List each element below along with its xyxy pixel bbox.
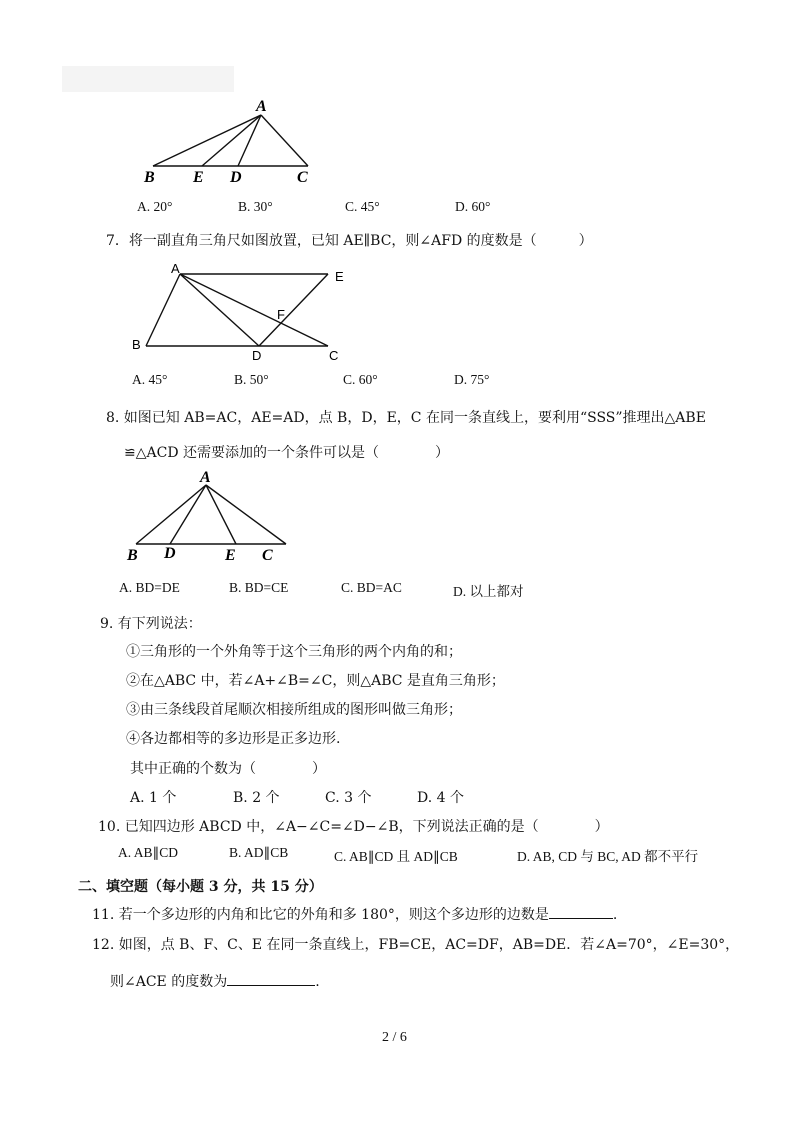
- q9-option-a: A. 1 个: [130, 790, 177, 806]
- q8-label-c: C: [262, 547, 273, 562]
- q12-answer-blank[interactable]: [227, 971, 315, 986]
- q6-label-b: B: [144, 169, 155, 186]
- q8-label-d: D: [164, 545, 176, 562]
- q11-line: [92, 904, 617, 924]
- q7-label-b: B: [132, 337, 141, 352]
- q9-item-2: ②在△ABC 中，若∠A+∠B=∠C，则△ABC 是直角三角形；: [126, 673, 505, 689]
- q7-label-e: E: [335, 269, 344, 284]
- q9-option-c: C. 3 个: [325, 790, 372, 806]
- q10-option-c: C. AB∥CD 且 AD∥CB: [334, 849, 458, 864]
- q10-option-d: D. AB, CD 与 BC, AD 都不平行: [517, 849, 699, 864]
- q8-option-d: D. 以上都对: [453, 584, 524, 599]
- q9-item-3: ③由三条线段首尾顺次相接所组成的图形叫做三角形；: [126, 702, 462, 718]
- q7-option-b: B. 50°: [234, 372, 269, 387]
- q11-end: .: [612, 907, 618, 923]
- q7-option-a: A. 45°: [132, 372, 168, 387]
- q6-label-e: E: [193, 169, 204, 186]
- q9-stem: 9. 有下列说法：: [100, 616, 202, 632]
- q7-stem: 7．将一副直角三角尺如图放置，已知 AE∥BC，则∠AFD 的度数是（ ）: [106, 233, 593, 249]
- q9-question: 其中正确的个数为（ ）: [130, 761, 326, 777]
- page-number: 2 / 6: [382, 1030, 407, 1045]
- q11-stem: 11. 若一个多边形的内角和比它的外角和多 180°，则这个多边形的边数是: [92, 907, 549, 923]
- q10-option-a: A. AB∥CD: [118, 845, 179, 860]
- q9-option-b: B. 2 个: [233, 790, 280, 806]
- q9-option-d: D. 4 个: [417, 790, 464, 806]
- q7-label-c: C: [329, 348, 339, 363]
- q7-label-f: F: [277, 307, 285, 322]
- q7-label-d: D: [252, 348, 262, 363]
- q8-stem-line2: ≌△ACD 还需要添加的一个条件可以是（ ）: [124, 445, 449, 461]
- q6-label-d: D: [230, 169, 242, 186]
- q8-label-e: E: [225, 547, 236, 562]
- q7-option-d: D. 75°: [454, 372, 490, 387]
- q9-item-1: ①三角形的一个外角等于这个三角形的两个内角的和；: [126, 644, 462, 660]
- q8-label-b: B: [127, 547, 138, 562]
- q10-stem: 10. 已知四边形 ABCD 中，∠A−∠C=∠D−∠B，下列说法正确的是（ ）: [98, 819, 609, 835]
- q7-option-c: C. 60°: [343, 372, 378, 387]
- q8-triangle-figure: [122, 468, 294, 562]
- q6-option-d: D. 60°: [455, 199, 491, 214]
- q8-option-a: A. BD=DE: [119, 580, 180, 595]
- section2-title: 二、填空题（每小题 3 分，共 15 分）: [78, 879, 323, 895]
- q7-set-squares-figure: [128, 258, 358, 366]
- q6-option-b: B. 30°: [238, 199, 273, 214]
- q10-option-b: B. AD∥CB: [229, 845, 289, 860]
- q11-answer-blank[interactable]: [549, 904, 613, 919]
- q6-label-a: A: [256, 98, 267, 115]
- scan-smudge: [62, 66, 234, 92]
- q6-label-c: C: [297, 169, 308, 186]
- q8-label-a: A: [200, 469, 211, 486]
- q7-label-a: A: [171, 261, 180, 276]
- q6-option-c: C. 45°: [345, 199, 380, 214]
- q6-option-a: A. 20°: [137, 199, 173, 214]
- q8-stem-line1: 8. 如图已知 AB=AC，AE=AD，点 B，D，E，C 在同一条直线上，要利用“SSS”推理出△ABE: [106, 410, 706, 426]
- q6-triangle-figure: [140, 96, 320, 188]
- q9-item-4: ④各边都相等的多边形是正多边形.: [126, 731, 341, 747]
- q8-option-c: C. BD=AC: [341, 580, 402, 595]
- q12-line1: 12. 如图，点 B、F、C、E 在同一条直线上，FB=CE，AC=DF，AB=DE．若∠A=70°，∠E=30°，: [92, 937, 740, 953]
- q8-option-b: B. BD=CE: [229, 580, 289, 595]
- q12-line2: [110, 971, 320, 991]
- q12-stem-end: 则∠ACE 的度数为: [110, 974, 228, 990]
- q12-end: .: [315, 974, 320, 990]
